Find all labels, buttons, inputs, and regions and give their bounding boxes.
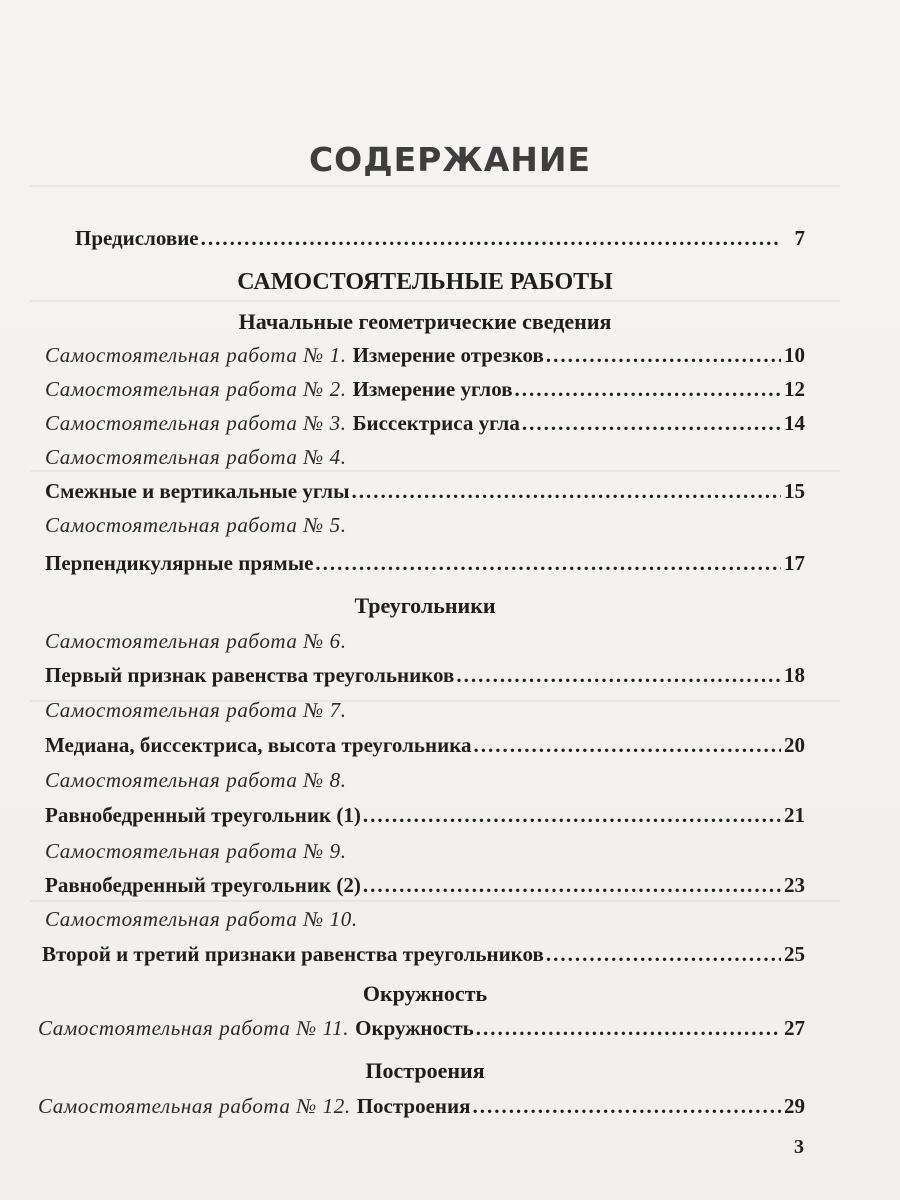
page-title: СОДЕРЖАНИЕ	[308, 140, 592, 179]
entry-page: 15	[784, 479, 805, 503]
group-heading: Треугольники	[354, 593, 496, 618]
bleed-through-line	[30, 900, 840, 902]
work-label: Самостоятельная работа № 6.	[45, 629, 347, 653]
toc-entry[interactable]	[45, 871, 805, 899]
entry-page: 25	[784, 942, 805, 966]
toc-entry[interactable]	[45, 409, 805, 437]
dot-leader	[456, 661, 781, 689]
entry-title: Смежные и вертикальные углы	[45, 479, 350, 503]
dot-leader	[315, 549, 781, 577]
work-label: Самостоятельная работа № 12.	[38, 1094, 351, 1118]
entry-title: Первый признак равенства треугольников	[45, 663, 455, 687]
toc-entry[interactable]	[45, 731, 805, 759]
entry-title: Перпендикулярные прямые	[45, 551, 314, 575]
entry-title: Предисловие	[75, 226, 199, 250]
dot-leader	[363, 801, 781, 829]
group-heading: Построения	[365, 1058, 485, 1083]
entry-title: Построения	[356, 1094, 471, 1118]
toc-entry[interactable]	[45, 661, 805, 689]
work-label: Самостоятельная работа № 10.	[45, 907, 358, 931]
bleed-through-line	[30, 185, 840, 187]
work-label: Самостоятельная работа № 3.	[45, 411, 347, 435]
dot-leader	[201, 224, 781, 252]
toc-entry[interactable]	[45, 341, 805, 369]
work-label: Самостоятельная работа № 2.	[45, 377, 347, 401]
dot-leader	[522, 409, 781, 437]
toc-entry[interactable]	[45, 375, 805, 403]
entry-page: 21	[784, 803, 805, 827]
toc-entry[interactable]	[38, 1014, 805, 1042]
group-heading: Окружность	[362, 981, 488, 1006]
dot-leader	[474, 731, 781, 759]
toc-entry-preface[interactable]	[75, 224, 805, 252]
entry-title: Равнобедренный треугольник (2)	[45, 873, 361, 897]
work-label: Самостоятельная работа № 7.	[45, 698, 347, 722]
entry-title: Медиана, биссектриса, высота треугольника	[45, 733, 472, 757]
section-heading: САМОСТОЯТЕЛЬНЫЕ РАБОТЫ	[237, 269, 613, 295]
dot-leader	[546, 341, 781, 369]
entry-page: 20	[784, 733, 805, 757]
entry-title: Измерение углов	[352, 377, 513, 401]
dot-leader	[476, 1014, 781, 1042]
entry-title: Окружность	[355, 1016, 474, 1040]
group-heading: Начальные геометрические сведения	[238, 309, 612, 334]
entry-page: 18	[784, 663, 805, 687]
work-label: Самостоятельная работа № 9.	[45, 839, 347, 863]
entry-title: Измерение отрезков	[352, 343, 544, 367]
entry-page: 29	[784, 1094, 805, 1118]
work-label: Самостоятельная работа № 11.	[38, 1016, 350, 1040]
entry-title: Второй и третий признаки равенства треугольников	[42, 942, 544, 966]
entry-page: 7	[794, 226, 805, 250]
work-label: Самостоятельная работа № 1.	[45, 343, 347, 367]
entry-page: 12	[784, 377, 805, 401]
entry-page: 23	[784, 873, 805, 897]
toc-entry[interactable]	[42, 940, 805, 968]
toc-entry[interactable]	[38, 1092, 805, 1120]
bleed-through-line	[30, 300, 840, 302]
page-number: 3	[794, 1136, 804, 1158]
work-label: Самостоятельная работа № 4.	[45, 445, 347, 469]
entry-title: Биссектриса угла	[352, 411, 520, 435]
toc-entry[interactable]	[45, 549, 805, 577]
work-label: Самостоятельная работа № 8.	[45, 768, 347, 792]
dot-leader	[515, 375, 781, 403]
work-label: Самостоятельная работа № 5.	[45, 513, 347, 537]
toc-entry[interactable]	[45, 801, 805, 829]
entry-page: 17	[784, 551, 805, 575]
toc-entry[interactable]	[45, 477, 805, 505]
entry-page: 27	[784, 1016, 805, 1040]
entry-page: 10	[784, 343, 805, 367]
entry-title: Равнобедренный треугольник (1)	[45, 803, 361, 827]
dot-leader	[546, 940, 781, 968]
dot-leader	[351, 477, 781, 505]
dot-leader	[472, 1092, 781, 1120]
entry-page: 14	[784, 411, 805, 435]
dot-leader	[363, 871, 781, 899]
